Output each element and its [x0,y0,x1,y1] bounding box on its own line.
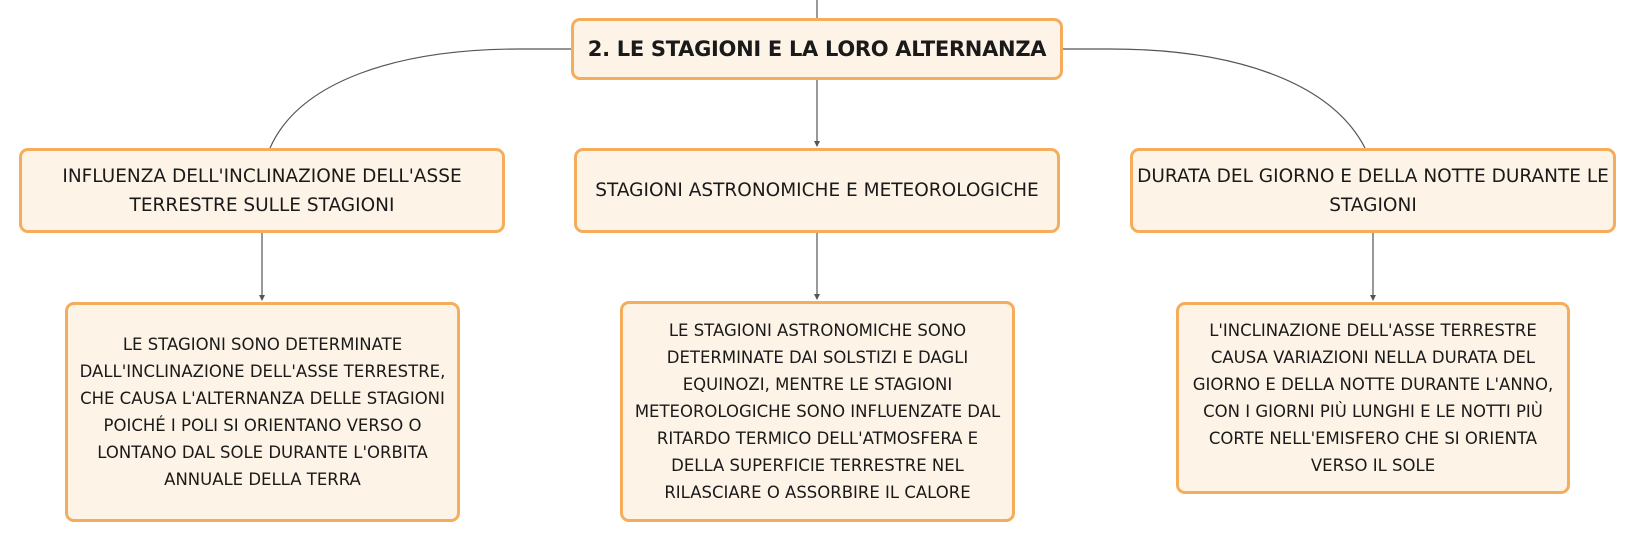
root-label: 2. LE STAGIONI E LA LORO ALTERNANZA [587,37,1047,61]
topic-node-day-night-duration[interactable] [1130,148,1616,233]
connector-root-topic-3 [1063,49,1365,148]
root-node[interactable] [571,18,1063,80]
detail-node-astronomical-meteorological[interactable] [620,301,1015,522]
topic-label: DURATA DEL GIORNO E DELLA NOTTE DURANTE LE STAGIONI [1137,165,1609,216]
detail-node-day-night-duration[interactable] [1176,302,1570,494]
topic-label: STAGIONI ASTRONOMICHE E METEOROLOGICHE [595,180,1039,201]
topic-node-axis-tilt[interactable] [19,148,505,233]
topic-label: INFLUENZA DELL'INCLINAZIONE DELL'ASSE TERRESTRE SULLE STAGIONI [62,165,462,216]
connector-root-topic-1 [270,49,571,148]
detail-text: LE STAGIONI ASTRONOMICHE SONO DETERMINATE DAI SOLSTIZI E DAGLI EQUINOZI, MENTRE LE STAGIONI METEOROLOGICHE SONO INFLUENZATE DAL RITARDO TERMICO DELL'ATMOSFERA E DELLA SUPERFICIE TERRESTRE NEL RILASCIARE O ASSORBIRE IL CALORE [634,321,1001,502]
detail-node-axis-tilt[interactable] [65,302,460,522]
detail-text: LE STAGIONI SONO DETERMINATE DALL'INCLINAZIONE DELL'ASSE TERRESTRE, CHE CAUSA L'ALTERNANZA DELLE STAGIONI POICHÉ I POLI SI ORIENTANO VERSO O LONTANO DAL SOLE DURANTE L'ORBITA ANNUALE DELLA TERRA [79,335,446,489]
topic-node-astronomical-meteorological[interactable] [574,148,1060,233]
detail-text: L'INCLINAZIONE DELL'ASSE TERRESTRE CAUSA VARIAZIONI NELLA DURATA DEL GIORNO E DELLA NOTTE DURANTE L'ANNO, CON I GIORNI PIÙ LUNGHI E LE NOTTI PIÙ CORTE NELL'EMISFERO CHE SI ORIENTA VERSO IL SOLE [1192,321,1554,475]
